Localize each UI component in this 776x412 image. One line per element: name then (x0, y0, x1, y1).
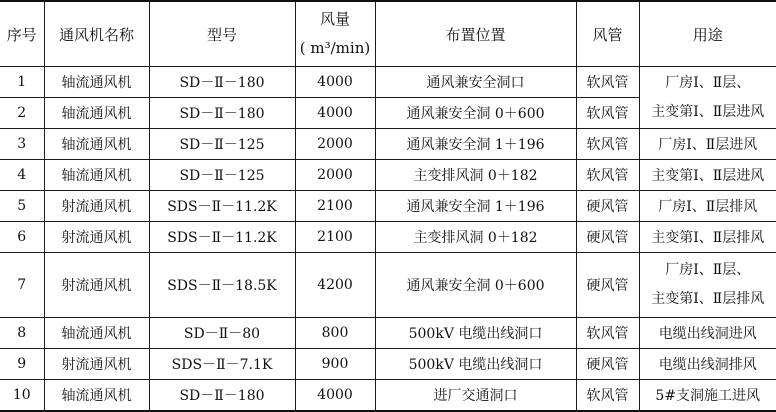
cell-no: 4 (0, 160, 44, 191)
cell-airflow: 4000 (295, 380, 375, 412)
header-airflow-unit: ( m³/min) (299, 39, 371, 57)
cell-duct: 软风管 (576, 318, 639, 349)
cell-airflow: 4200 (295, 253, 375, 318)
table-row (0, 253, 776, 318)
cell-name: 轴流通风机 (44, 129, 149, 160)
cell-purpose: 主变第Ⅰ、Ⅱ层排风 (639, 222, 776, 253)
header-airflow-title: 风量 (319, 10, 350, 28)
cell-no: 2 (0, 98, 44, 129)
cell-no: 8 (0, 318, 44, 349)
cell-purpose: 5#支洞施工进风 (639, 380, 776, 412)
cell-duct: 软风管 (576, 380, 639, 412)
cell-airflow: 800 (295, 318, 375, 349)
cell-location: 主变排风洞 0＋182 (375, 222, 576, 253)
cell-model: SDS－Ⅱ－11.2K (149, 222, 295, 253)
cell-location: 通风兼安全洞 0＋600 (375, 98, 576, 129)
cell-no: 3 (0, 129, 44, 160)
purpose-line: 主变第Ⅰ、Ⅱ层排风 (651, 291, 765, 307)
cell-purpose (639, 253, 776, 318)
cell-airflow: 900 (295, 349, 375, 380)
purpose-line: 主变第Ⅰ、Ⅱ层进风 (651, 103, 765, 120)
cell-name: 射流通风机 (44, 253, 149, 318)
purpose-line: 厂房Ⅰ、Ⅱ层、 (665, 262, 751, 278)
cell-purpose: 电缆出线洞进风 (639, 318, 776, 349)
cell-model: SD－Ⅱ－125 (149, 129, 295, 160)
cell-purpose-merged (639, 67, 776, 129)
cell-duct: 硬风管 (576, 349, 639, 380)
cell-model: SDS－Ⅱ－7.1K (149, 349, 295, 380)
cell-airflow: 4000 (295, 67, 375, 98)
table-row (0, 129, 776, 160)
table-row (0, 191, 776, 222)
cell-location: 通风兼安全洞 1＋196 (375, 129, 576, 160)
cell-duct: 软风管 (576, 129, 639, 160)
cell-purpose: 厂房Ⅰ、Ⅱ层进风 (639, 129, 776, 160)
cell-no: 10 (0, 380, 44, 412)
cell-name: 射流通风机 (44, 222, 149, 253)
cell-name: 轴流通风机 (44, 318, 149, 349)
cell-model: SDS－Ⅱ－18.5K (149, 253, 295, 318)
table-row (0, 349, 776, 380)
header-no: 序号 (0, 1, 44, 67)
cell-no: 6 (0, 222, 44, 253)
cell-purpose: 电缆出线洞排风 (639, 349, 776, 380)
table-row (0, 67, 776, 98)
cell-name: 射流通风机 (44, 349, 149, 380)
header-row (0, 1, 776, 67)
cell-model: SD－Ⅱ－180 (149, 67, 295, 98)
cell-duct: 软风管 (576, 67, 639, 98)
cell-airflow: 4000 (295, 98, 375, 129)
cell-model: SDS－Ⅱ－11.2K (149, 191, 295, 222)
table-row (0, 318, 776, 349)
cell-duct: 硬风管 (576, 191, 639, 222)
purpose-line: 厂房Ⅰ、Ⅱ层、 (665, 74, 751, 91)
cell-name: 轴流通风机 (44, 160, 149, 191)
table-row (0, 222, 776, 253)
cell-location: 通风兼安全洞 0＋600 (375, 253, 576, 318)
cell-name: 轴流通风机 (44, 67, 149, 98)
cell-location: 通风兼安全洞 1＋196 (375, 191, 576, 222)
cell-no: 1 (0, 67, 44, 98)
cell-name: 轴流通风机 (44, 98, 149, 129)
cell-airflow: 2000 (295, 160, 375, 191)
table-row (0, 380, 776, 412)
cell-name: 射流通风机 (44, 191, 149, 222)
cell-model: SD－Ⅱ－180 (149, 380, 295, 412)
header-purpose: 用途 (639, 1, 776, 67)
cell-location: 500kV 电缆出线洞口 (375, 349, 576, 380)
cell-purpose: 主变第Ⅰ、Ⅱ层进风 (639, 160, 776, 191)
header-model: 型号 (149, 1, 295, 67)
cell-location: 主变排风洞 0＋182 (375, 160, 576, 191)
cell-model: SD－Ⅱ－180 (149, 98, 295, 129)
cell-purpose: 厂房Ⅰ、Ⅱ层排风 (639, 191, 776, 222)
cell-duct: 硬风管 (576, 222, 639, 253)
header-airflow (295, 1, 375, 67)
header-location: 布置位置 (375, 1, 576, 67)
cell-model: SD－Ⅱ－80 (149, 318, 295, 349)
cell-airflow: 2100 (295, 222, 375, 253)
cell-airflow: 2000 (295, 129, 375, 160)
header-duct: 风管 (576, 1, 639, 67)
cell-duct: 软风管 (576, 160, 639, 191)
cell-no: 9 (0, 349, 44, 380)
cell-name: 轴流通风机 (44, 380, 149, 412)
cell-no: 5 (0, 191, 44, 222)
cell-duct: 硬风管 (576, 253, 639, 318)
cell-duct: 软风管 (576, 98, 639, 129)
cell-location: 通风兼安全洞口 (375, 67, 576, 98)
cell-airflow: 2100 (295, 191, 375, 222)
cell-no: 7 (0, 253, 44, 318)
table-row (0, 160, 776, 191)
header-name: 通风机名称 (44, 1, 149, 67)
cell-location: 500kV 电缆出线洞口 (375, 318, 576, 349)
cell-model: SD－Ⅱ－125 (149, 160, 295, 191)
cell-location: 进厂交通洞口 (375, 380, 576, 412)
